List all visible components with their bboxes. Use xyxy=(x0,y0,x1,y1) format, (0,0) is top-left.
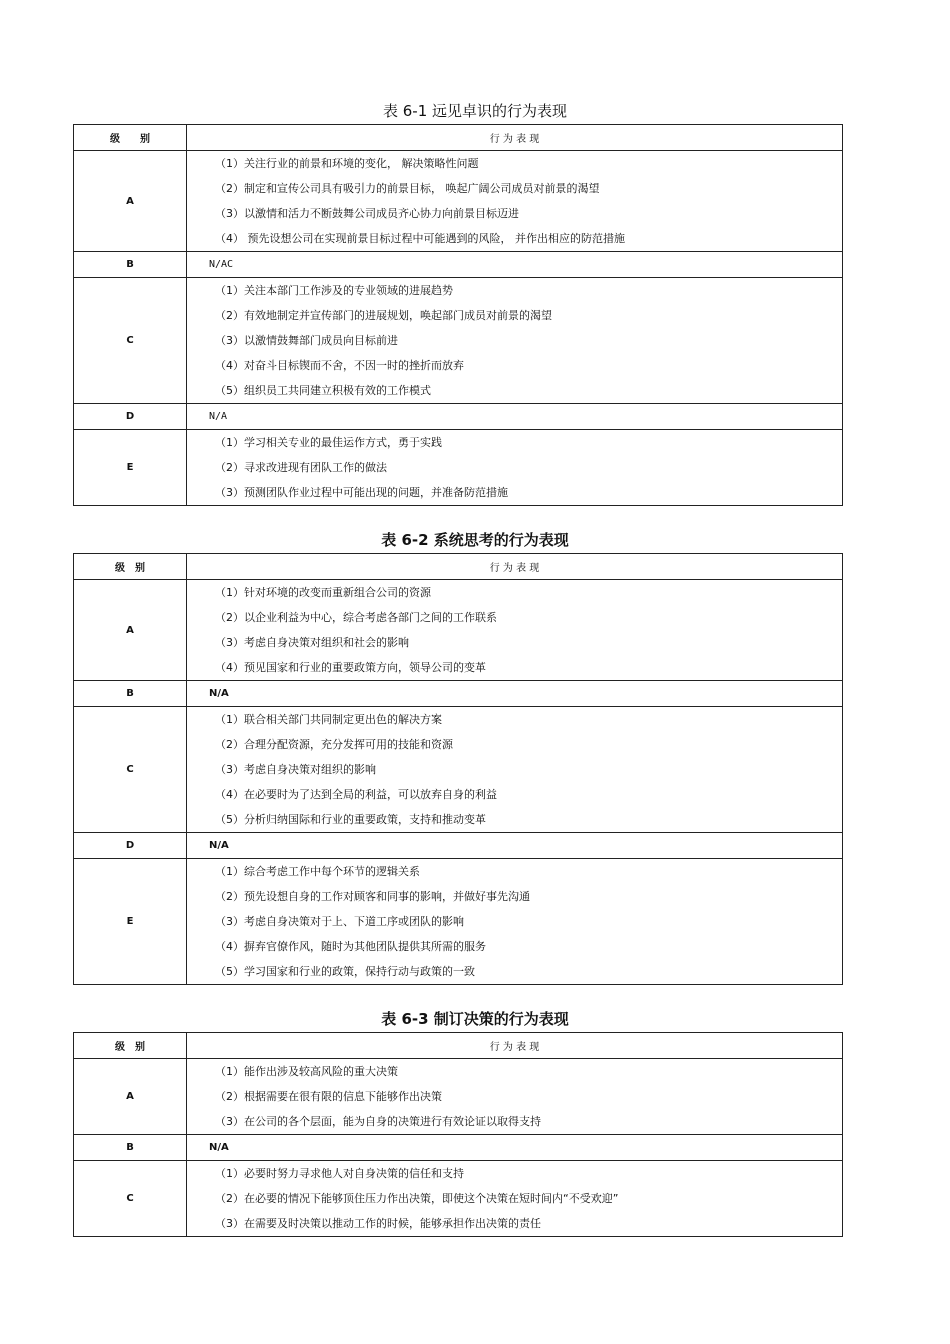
behavior-item: （3）在公司的各个层面，能为自身的决策进行有效论证以取得支持 xyxy=(215,1115,541,1128)
level-cell: A xyxy=(74,151,187,252)
behavior-item: （1）关注本部门工作涉及的专业领域的进展趋势 xyxy=(215,284,453,297)
behavior-cell xyxy=(187,580,843,681)
behavior-item: （2）在必要的情况下能够顶住压力作出决策，即使这个决策在短时间内“不受欢迎” xyxy=(215,1192,619,1205)
table-row xyxy=(74,1135,843,1161)
table-6-3-caption: 表 6-3 制订决策的行为表现 xyxy=(381,1010,569,1028)
behavior-cell xyxy=(187,151,843,252)
level-cell: C xyxy=(74,707,187,833)
behavior-item: （1）针对环境的改变而重新组合公司的资源 xyxy=(215,586,431,599)
behavior-cell xyxy=(187,707,843,833)
behavior-item: （3）在需要及时决策以推动工作的时候，能够承担作出决策的责任 xyxy=(215,1217,541,1230)
table-6-1 xyxy=(73,124,843,506)
level-cell: B xyxy=(74,252,187,278)
behavior-item: （1）综合考虑工作中每个环节的逻辑关系 xyxy=(215,865,420,878)
behavior-item: （3）以激情和活力不断鼓舞公司成员齐心协力向前景目标迈进 xyxy=(215,207,519,220)
table-row xyxy=(74,580,843,681)
table-6-2-caption: 表 6-2 系统思考的行为表现 xyxy=(381,531,569,549)
behavior-item: （1）能作出涉及较高风险的重大决策 xyxy=(215,1065,398,1078)
level-cell: D xyxy=(74,833,187,859)
level-cell: D xyxy=(74,404,187,430)
behavior-item: （4）对奋斗目标锲而不舍，不因一时的挫折而放弃 xyxy=(215,359,464,372)
level-header: 级 别 xyxy=(74,125,187,151)
behavior-item: （1）必要时努力寻求他人对自身决策的信任和支持 xyxy=(215,1167,464,1180)
table-6-2 xyxy=(73,553,843,985)
behavior-item: （2）以企业利益为中心，综合考虑各部门之间的工作联系 xyxy=(215,611,497,624)
level-cell: E xyxy=(74,859,187,985)
behavior-item: （2）有效地制定并宣传部门的进展规划，唤起部门成员对前景的渴望 xyxy=(215,309,552,322)
level-header: 级 别 xyxy=(74,1033,187,1059)
behavior-item: （4）在必要时为了达到全局的利益，可以放弃自身的利益 xyxy=(215,788,497,801)
table-row xyxy=(74,1161,843,1237)
behavior-item: （5）分析归纳国际和行业的重要政策，支持和推动变革 xyxy=(215,813,486,826)
behavior-item: （3）考虑自身决策对组织和社会的影响 xyxy=(215,636,409,649)
behavior-item: （5）学习国家和行业的政策，保持行动与政策的一致 xyxy=(215,965,475,978)
behavior-item: （1）联合相关部门共同制定更出色的解决方案 xyxy=(215,713,442,726)
behavior-header: 行 为 表 现 xyxy=(187,1033,843,1059)
behavior-cell xyxy=(187,1161,843,1237)
behavior-cell: N/A xyxy=(187,833,843,859)
level-cell: E xyxy=(74,430,187,506)
level-cell: A xyxy=(74,580,187,681)
behavior-cell xyxy=(187,1059,843,1135)
table-row xyxy=(74,707,843,833)
behavior-cell: N/A xyxy=(187,681,843,707)
table-6-3 xyxy=(73,1032,843,1237)
table-row xyxy=(74,859,843,985)
level-cell: A xyxy=(74,1059,187,1135)
behavior-item: （2）寻求改进现有团队工作的做法 xyxy=(215,461,387,474)
behavior-item: （2）根据需要在很有限的信息下能够作出决策 xyxy=(215,1090,442,1103)
behavior-cell: N/AC xyxy=(187,252,843,278)
behavior-item: （4） 预先设想公司在实现前景目标过程中可能遇到的风险， 并作出相应的防范措施 xyxy=(215,232,625,245)
table-row xyxy=(74,681,843,707)
behavior-item: （3）考虑自身决策对于上、下道工序或团队的影响 xyxy=(215,915,464,928)
behavior-item: （2）合理分配资源，充分发挥可用的技能和资源 xyxy=(215,738,453,751)
level-cell: C xyxy=(74,1161,187,1237)
table-row xyxy=(74,430,843,506)
behavior-cell: N/A xyxy=(187,404,843,430)
behavior-item: （1）关注行业的前景和环境的变化， 解决策略性问题 xyxy=(215,157,479,170)
behavior-header: 行 为 表 现 xyxy=(187,125,843,151)
behavior-item: （4）预见国家和行业的重要政策方向，领导公司的变革 xyxy=(215,661,486,674)
table-row xyxy=(74,278,843,404)
behavior-item: （2）制定和宣传公司具有吸引力的前景目标， 唤起广阔公司成员对前景的渴望 xyxy=(215,182,600,195)
behavior-item: （2）预先设想自身的工作对顾客和同事的影响，并做好事先沟通 xyxy=(215,890,530,903)
behavior-cell xyxy=(187,278,843,404)
table-row xyxy=(74,404,843,430)
table-row xyxy=(74,1059,843,1135)
table-row xyxy=(74,151,843,252)
behavior-item: （5）组织员工共同建立积极有效的工作模式 xyxy=(215,384,431,397)
behavior-item: （3）预测团队作业过程中可能出现的问题，并准备防范措施 xyxy=(215,486,508,499)
behavior-cell xyxy=(187,430,843,506)
table-6-1-caption: 表 6-1 远见卓识的行为表现 xyxy=(382,102,568,120)
behavior-header: 行 为 表 现 xyxy=(187,554,843,580)
table-row xyxy=(74,252,843,278)
level-header: 级 别 xyxy=(74,554,187,580)
behavior-item: （4）摒弃官僚作风，随时为其他团队提供其所需的服务 xyxy=(215,940,486,953)
behavior-cell: N/A xyxy=(187,1135,843,1161)
table-row xyxy=(74,833,843,859)
behavior-cell xyxy=(187,859,843,985)
behavior-item: （1）学习相关专业的最佳运作方式，勇于实践 xyxy=(215,436,442,449)
level-cell: B xyxy=(74,1135,187,1161)
level-cell: C xyxy=(74,278,187,404)
behavior-item: （3）考虑自身决策对组织的影响 xyxy=(215,763,376,776)
level-cell: B xyxy=(74,681,187,707)
behavior-item: （3）以激情鼓舞部门成员向目标前进 xyxy=(215,334,398,347)
